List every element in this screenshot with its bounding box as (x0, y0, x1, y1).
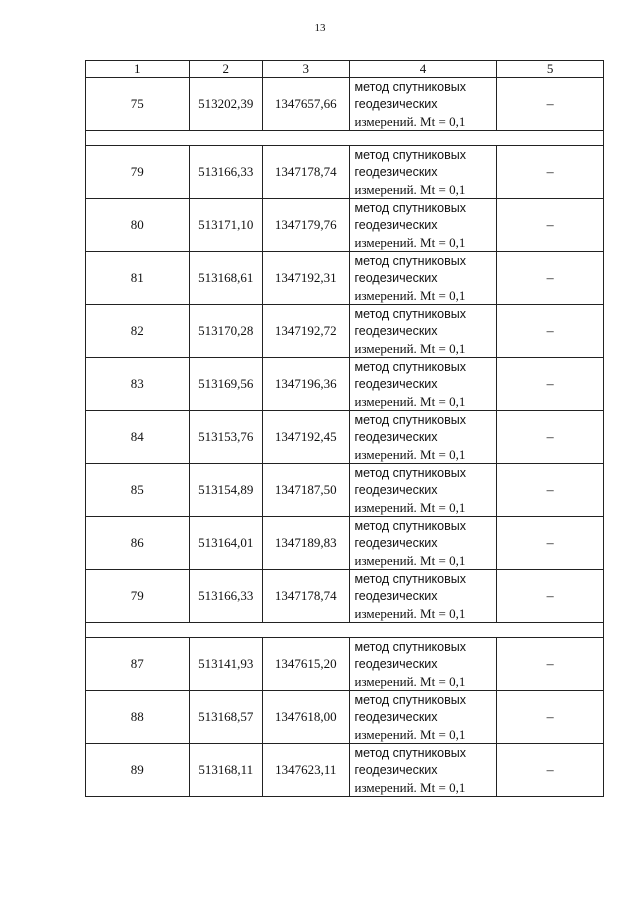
x-coordinate-text: 513169,56 (198, 376, 254, 391)
method-cell (349, 358, 497, 411)
x-coordinate-text: 513166,33 (198, 164, 254, 179)
method-text (350, 745, 497, 796)
y-coordinate-text: 1347178,74 (274, 588, 337, 603)
description-text: – (546, 762, 554, 778)
table-row (86, 411, 604, 464)
point-number-cell (86, 744, 190, 797)
y-coordinate-text: 1347192,31 (274, 270, 337, 285)
x-coordinate-text: 513168,57 (198, 709, 254, 724)
description-text: – (546, 270, 554, 286)
y-coordinate-text: 1347623,11 (275, 762, 337, 777)
point-number-text: 84 (130, 429, 144, 444)
point-number-text: 80 (130, 217, 144, 232)
method-cell (349, 744, 497, 797)
x-coordinate-cell (189, 570, 262, 623)
description-text: – (546, 164, 554, 180)
point-number-cell (86, 691, 190, 744)
method-cell (349, 305, 497, 358)
y-coordinate-cell (263, 570, 350, 623)
description-text: – (546, 535, 554, 551)
y-coordinate-cell (263, 358, 350, 411)
method-line-3: измерений. Mt = 0,1 (354, 181, 466, 197)
method-line-2: геодезических (354, 762, 438, 777)
point-number-cell (86, 517, 190, 570)
method-line-2: геодезических (354, 376, 438, 391)
header-row (86, 61, 604, 78)
table-row (86, 517, 604, 570)
description-text: – (546, 588, 554, 604)
method-line-1: метод спутниковых (354, 79, 466, 94)
method-line-3: измерений. Mt = 0,1 (354, 605, 466, 621)
description-cell (497, 691, 604, 744)
point-number-text: 86 (130, 535, 144, 550)
method-line-2: геодезических (354, 429, 438, 444)
header-col-2: 2 (189, 61, 262, 78)
table-row (86, 638, 604, 691)
x-coordinate-text: 513202,39 (198, 96, 254, 111)
description-cell (497, 305, 604, 358)
point-number-text: 82 (130, 323, 144, 338)
description-cell (497, 78, 604, 131)
x-coordinate-text: 513166,33 (198, 588, 254, 603)
point-number-cell (86, 638, 190, 691)
x-coordinate-text: 513164,01 (198, 535, 254, 550)
method-line-2: геодезических (354, 709, 438, 724)
method-line-1: метод спутниковых (354, 692, 466, 707)
method-line-2: геодезических (354, 656, 438, 671)
description-cell (497, 464, 604, 517)
method-line-1: метод спутниковых (354, 412, 466, 427)
method-line-3: измерений. Mt = 0,1 (354, 446, 466, 462)
x-coordinate-text: 513141,93 (198, 656, 254, 671)
description-cell (497, 744, 604, 797)
y-coordinate-cell (263, 691, 350, 744)
description-cell (497, 517, 604, 570)
method-line-1: метод спутниковых (354, 465, 466, 480)
x-coordinate-text: 513170,28 (198, 323, 254, 338)
point-number-text: 87 (130, 656, 144, 671)
method-text (350, 306, 497, 357)
point-number-text: 88 (130, 709, 144, 724)
description-text: – (546, 96, 554, 112)
y-coordinate-cell (263, 517, 350, 570)
method-line-3: измерений. Mt = 0,1 (354, 234, 466, 250)
method-cell (349, 146, 497, 199)
separator-row (86, 131, 604, 146)
method-line-1: метод спутниковых (354, 571, 466, 586)
description-cell (497, 638, 604, 691)
separator-cell (86, 623, 604, 638)
point-number-text: 75 (130, 96, 144, 111)
method-line-3: измерений. Mt = 0,1 (354, 673, 466, 689)
description-cell (497, 146, 604, 199)
x-coordinate-cell (189, 358, 262, 411)
method-cell (349, 78, 497, 131)
method-line-1: метод спутниковых (354, 359, 466, 374)
y-coordinate-text: 1347192,45 (274, 429, 337, 444)
method-line-3: измерений. Mt = 0,1 (354, 340, 466, 356)
table-row (86, 78, 604, 131)
method-line-2: геодезических (354, 96, 438, 111)
x-coordinate-cell (189, 744, 262, 797)
table-row (86, 146, 604, 199)
point-number-cell (86, 464, 190, 517)
y-coordinate-text: 1347187,50 (274, 482, 337, 497)
point-number-cell (86, 570, 190, 623)
x-coordinate-text: 513154,89 (198, 482, 254, 497)
table-row (86, 464, 604, 517)
method-line-2: геодезических (354, 323, 438, 338)
y-coordinate-text: 1347179,76 (274, 217, 337, 232)
method-cell (349, 411, 497, 464)
method-text (350, 79, 497, 130)
point-number-cell (86, 199, 190, 252)
y-coordinate-cell (263, 464, 350, 517)
method-text (350, 692, 497, 743)
point-number-text: 85 (130, 482, 144, 497)
point-number-cell (86, 146, 190, 199)
method-line-1: метод спутниковых (354, 745, 466, 760)
table-row (86, 570, 604, 623)
page-number: 13 (314, 22, 326, 34)
description-text: – (546, 376, 554, 392)
method-text (350, 147, 497, 198)
y-coordinate-text: 1347196,36 (274, 376, 337, 391)
x-coordinate-cell (189, 252, 262, 305)
method-line-3: измерений. Mt = 0,1 (354, 393, 466, 409)
method-line-1: метод спутниковых (354, 200, 466, 215)
y-coordinate-text: 1347615,20 (274, 656, 337, 671)
y-coordinate-text: 1347618,00 (274, 709, 337, 724)
y-coordinate-cell (263, 744, 350, 797)
y-coordinate-cell (263, 78, 350, 131)
method-text (350, 571, 497, 622)
method-line-3: измерений. Mt = 0,1 (354, 726, 466, 742)
method-cell (349, 517, 497, 570)
table-row (86, 305, 604, 358)
method-line-2: геодезических (354, 270, 438, 285)
coordinates-table (85, 60, 604, 797)
y-coordinate-text: 1347189,83 (274, 535, 337, 550)
method-cell (349, 199, 497, 252)
description-text: – (546, 482, 554, 498)
method-cell (349, 570, 497, 623)
method-cell (349, 464, 497, 517)
x-coordinate-cell (189, 517, 262, 570)
method-line-2: геодезических (354, 482, 438, 497)
method-text (350, 253, 497, 304)
point-number-text: 79 (130, 164, 144, 179)
method-line-3: измерений. Mt = 0,1 (354, 499, 466, 515)
x-coordinate-cell (189, 411, 262, 464)
x-coordinate-cell (189, 146, 262, 199)
method-line-1: метод спутниковых (354, 306, 466, 321)
x-coordinate-cell (189, 638, 262, 691)
method-line-1: метод спутниковых (354, 639, 466, 654)
table-row (86, 358, 604, 411)
method-cell (349, 691, 497, 744)
x-coordinate-text: 513153,76 (198, 429, 254, 444)
y-coordinate-text: 1347178,74 (274, 164, 337, 179)
description-text: – (546, 709, 554, 725)
description-cell (497, 358, 604, 411)
y-coordinate-cell (263, 252, 350, 305)
point-number-text: 83 (130, 376, 144, 391)
x-coordinate-cell (189, 305, 262, 358)
method-cell (349, 638, 497, 691)
table-row (86, 691, 604, 744)
method-cell (349, 252, 497, 305)
y-coordinate-cell (263, 411, 350, 464)
header-col-5: 5 (497, 61, 604, 78)
x-coordinate-cell (189, 199, 262, 252)
y-coordinate-cell (263, 305, 350, 358)
point-number-cell (86, 305, 190, 358)
method-line-1: метод спутниковых (354, 147, 466, 162)
method-text (350, 200, 497, 251)
description-text: – (546, 429, 554, 445)
method-text (350, 412, 497, 463)
description-cell (497, 570, 604, 623)
description-text: – (546, 656, 554, 672)
point-number-text: 81 (130, 270, 144, 285)
method-line-1: метод спутниковых (354, 253, 466, 268)
separator-row (86, 623, 604, 638)
method-text (350, 465, 497, 516)
x-coordinate-cell (189, 691, 262, 744)
method-line-1: метод спутниковых (354, 518, 466, 533)
description-cell (497, 411, 604, 464)
method-line-2: геодезических (354, 588, 438, 603)
description-text: – (546, 323, 554, 339)
header-col-4: 4 (349, 61, 497, 78)
method-line-3: измерений. Mt = 0,1 (354, 552, 466, 568)
point-number-cell (86, 358, 190, 411)
y-coordinate-cell (263, 146, 350, 199)
x-coordinate-cell (189, 464, 262, 517)
x-coordinate-text: 513168,61 (198, 270, 254, 285)
point-number-cell (86, 78, 190, 131)
header-col-1: 1 (86, 61, 190, 78)
method-text (350, 639, 497, 690)
table-row (86, 744, 604, 797)
method-line-2: геодезических (354, 535, 438, 550)
description-text: – (546, 217, 554, 233)
table-body (86, 78, 604, 797)
x-coordinate-text: 513168,11 (198, 762, 254, 777)
method-line-3: измерений. Mt = 0,1 (354, 113, 466, 129)
method-line-3: измерений. Mt = 0,1 (354, 779, 466, 795)
separator-cell (86, 131, 604, 146)
x-coordinate-cell (189, 78, 262, 131)
method-line-3: измерений. Mt = 0,1 (354, 287, 466, 303)
table-row (86, 199, 604, 252)
point-number-cell (86, 252, 190, 305)
method-text (350, 518, 497, 569)
y-coordinate-cell (263, 199, 350, 252)
method-line-2: геодезических (354, 217, 438, 232)
header-col-3: 3 (263, 61, 350, 78)
point-number-text: 79 (130, 588, 144, 603)
x-coordinate-text: 513171,10 (198, 217, 254, 232)
y-coordinate-text: 1347657,66 (274, 96, 337, 111)
point-number-text: 89 (130, 762, 144, 777)
y-coordinate-text: 1347192,72 (274, 323, 337, 338)
point-number-cell (86, 411, 190, 464)
description-cell (497, 252, 604, 305)
method-text (350, 359, 497, 410)
description-cell (497, 199, 604, 252)
y-coordinate-cell (263, 638, 350, 691)
method-line-2: геодезических (354, 164, 438, 179)
table-row (86, 252, 604, 305)
